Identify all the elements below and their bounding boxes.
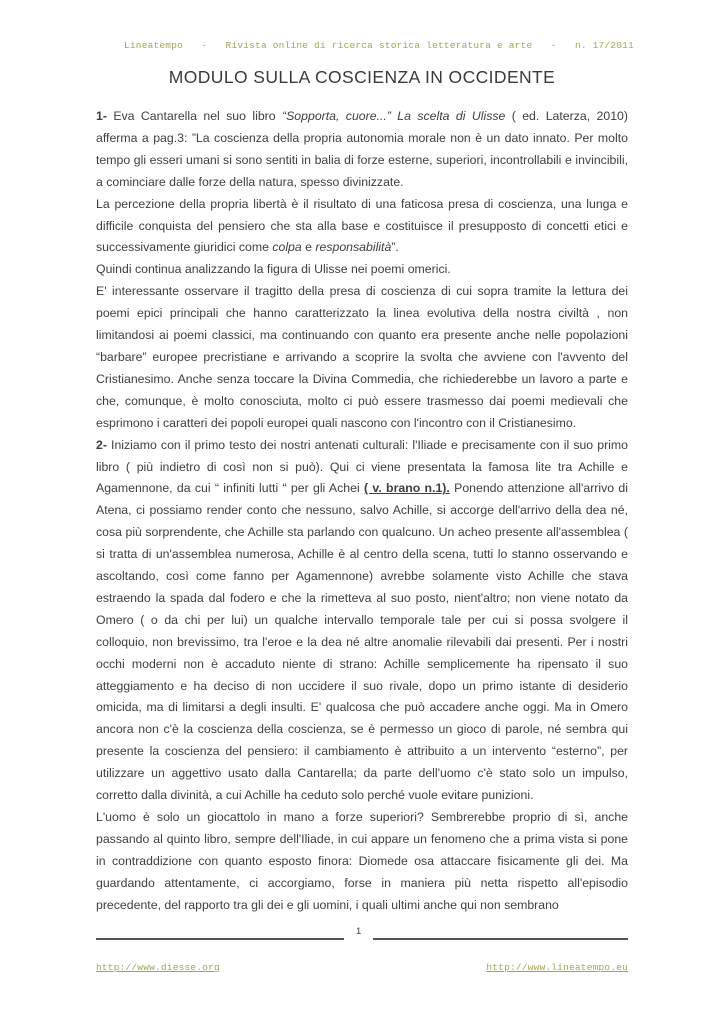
footer-rule-left bbox=[96, 938, 344, 940]
page-number: 1 bbox=[356, 925, 362, 937]
lineatempo-link[interactable]: http://www.lineatempo.eu bbox=[486, 962, 628, 974]
footer-rule-right bbox=[373, 938, 628, 940]
footer-links bbox=[96, 962, 628, 973]
header-separator-2: - bbox=[550, 40, 557, 51]
paragraph bbox=[96, 435, 628, 807]
text-run: E' interessante osservare il tragitto della presa di coscienza di cui sopra tramite la lettura dei poemi epici principali che hanno caratterizzato la linea evolutiva della nostra civiltà , non limitandosi ai poemi classici, ma continuando con quanto era presente anche nelle popolazioni “barbare” europee precristiane e arrivando a scoprire la svolta che avviene con l'avvento del Cristianesimo. Anche senza toccare la Divina Commedia, che richiederebbe un lavoro a parte e che, comunque, è molto conosciuta, molto ci può essere trasmesso dai poemi medievali che esprimono i caratteri dei popoli europei quali nascono con l'incontro con il Cristianesimo. bbox=[96, 284, 628, 430]
header-separator-1: - bbox=[201, 40, 208, 51]
text-run: colpa bbox=[272, 240, 302, 255]
journal-subtitle: Rivista online di ricerca storica letteratura e arte bbox=[225, 40, 533, 51]
document-body bbox=[96, 106, 628, 917]
paragraph bbox=[96, 281, 628, 434]
text-run: 1- bbox=[96, 109, 107, 123]
text-run: L'uomo è solo un giocattolo in mano a forze superiori? Sembrerebbe proprio di sì, anche passando al quinto libro, sempre dell'Iliade, in cui appare un fenomeno che a prima vista si pone in contraddizione con quanto esposto finora: Diomede osa attaccare fisicamente gli dei. Ma guardando attentamente, ci accorgiamo, forse in maniera più netta rispetto all'episodio precedente, del rapporto tra gli dei e gli uomini, i quali ultimi anche qui non sembrano bbox=[96, 810, 628, 912]
paragraph bbox=[96, 194, 628, 260]
text-run: “Sopporta, cuore...” La scelta di Ulisse bbox=[282, 109, 506, 123]
journal-name: Lineatempo bbox=[124, 40, 184, 51]
text-run: e bbox=[301, 240, 316, 255]
paragraph bbox=[96, 106, 628, 194]
diesse-link[interactable]: http://www.diesse.org bbox=[96, 962, 220, 974]
text-run: 2- bbox=[96, 437, 107, 452]
text-run: Ponendo attenzione all'arrivo di Atena, ci possiamo render conto che nessuno, salvo Achille, si accorge dell'arrivo della dea né, cosa più sorprendente, che Achille sta parlando con qualcuno. Un acheo presente all'assemblea ( si tratta di un'assemblea numerosa, Achille è al centro della scena, tutti lo stanno osservando e ascoltando, così come fanno per Agamennone) avrebbe solamente visto Achille che stava estraendo la spada dal fodero e che la rimetteva al suo posto, nient'altro; non viene notato da Omero ( o da chi per lui) un qualche intervallo temporale tale per cui si possa svolgere il colloquio, non brevissimo, tra l'eroe e la dea né altre anomalie rilevabili dai presenti. Per i nostri occhi moderni non è accaduto niente di strano: Achille semplicemente ha ripensato il suo atteggiamento e ha deciso di non uccidere il suo rivale, dopo un primo istante di desiderio omicida, ma di limitarsi a degli insulti. E' qualcosa che può accadere anche oggi. Ma in Omero ancora non c'è la coscienza della coscienza, se è permesso un gioco di parole, né sembra qui presente la coscienza del pensiero: il cambiamento è attribuito a un intervento “esterno”, per utilizzare un aggettivo usato dalla Cantarella; da parte dell'uomo c'è stato solo un impulso, corretto dalla divinità, a cui Achille ha ceduto solo perché vuole evitare punizioni. bbox=[96, 481, 629, 803]
text-run: Eva Cantarella nel suo libro bbox=[106, 109, 282, 123]
text-run: ”. bbox=[391, 240, 399, 255]
paragraph bbox=[96, 807, 628, 917]
text-run: ( v. brano n.1). bbox=[364, 481, 450, 496]
text-run: Iniziamo con il primo testo dei nostri antenati culturali: l'Iliade e precisamente con il suo primo libro ( più indietro di così non si può). Qui ci viene presentata la famosa lite tra Achille e Agamennone, da cui “ infiniti lutti “ per gli Achei bbox=[96, 437, 628, 496]
text-run: Quindi continua analizzando la figura di Ulisse nei poemi omerici. bbox=[96, 262, 451, 277]
footer-rule-row bbox=[96, 927, 628, 941]
text-run: La percezione della propria libertà è il risultato di una faticosa presa di coscienza, una lunga e difficile conquista del pensiero che sta alla base e costituisce il presupposto di concetti etici e successivamente giuridici come bbox=[96, 196, 628, 255]
text-run: ( ed. Laterza, 2010) afferma a pag.3: ”La coscienza della propria autonomia morale non è un dato innato. Per molto tempo gli esseri umani si sono sentiti in balia di forze esterne, superiori, incontrollabili e invincibili, a cominciare dalle forze della natura, spesso divinizzate. bbox=[96, 109, 628, 189]
text-run: responsabilità bbox=[315, 240, 392, 255]
paragraph bbox=[96, 259, 628, 281]
page-header bbox=[0, 0, 724, 51]
page-title: MODULO SULLA COSCIENZA IN OCCIDENTE bbox=[168, 67, 556, 87]
issue-number: n. 17/2011 bbox=[574, 40, 634, 51]
